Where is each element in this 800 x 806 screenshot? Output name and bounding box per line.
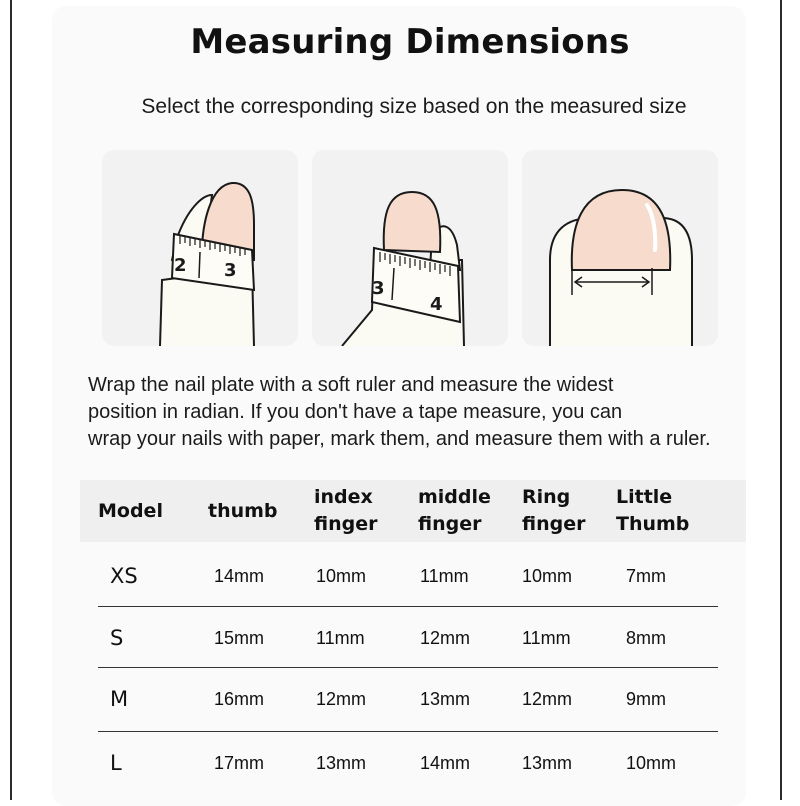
header-model: Model [98,500,163,522]
header-thumb: thumb [208,500,278,522]
cell-thumb: 15mm [214,628,265,648]
cell-thumb: 14mm [214,566,265,586]
page-title: Measuring Dimensions [190,22,630,62]
cell-ring: 12mm [522,689,573,709]
cell-model: S [110,626,124,650]
cell-middle: 12mm [420,628,471,648]
nail-width-illustration [522,150,718,346]
instructions-line-1: Wrap the nail plate with a soft ruler and measure the widest [88,374,614,396]
cell-index: 13mm [316,753,367,773]
page-subtitle: Select the corresponding size based on the measured size [141,95,687,118]
table-row [80,608,746,668]
cell-ring: 11mm [522,628,571,648]
index-ruler-illustration [312,150,508,346]
cell-model: L [110,751,122,775]
ruler-number-4: 4 [430,294,443,315]
cell-index: 12mm [316,689,367,709]
cell-ring: 13mm [522,753,573,773]
cell-middle: 13mm [420,689,471,709]
thumb-ruler-illustration [102,150,298,346]
instructions-line-3: wrap your nails with paper, mark them, and measure them with a ruler. [88,428,711,450]
header-middle-finger: middle finger [418,486,491,535]
size-table-header [80,480,746,542]
cell-model: M [110,687,129,711]
table-row [80,669,746,729]
row-divider [98,606,718,607]
cell-little: 10mm [626,753,677,773]
cell-ring: 10mm [522,566,573,586]
cell-little: 7mm [626,566,666,586]
cell-index: 10mm [316,566,367,586]
ruler-number-3: 3 [372,278,385,299]
ruler-number-2: 2 [174,255,187,276]
cell-little: 8mm [626,628,666,648]
table-row [80,733,746,793]
measurement-instructions [88,372,778,453]
row-divider [98,731,718,732]
cell-little: 9mm [626,689,666,709]
header-little-thumb: Little Thumb [616,486,690,535]
cell-index: 11mm [316,628,365,648]
cell-thumb: 16mm [214,689,265,709]
header-index-finger: index finger [314,486,378,535]
cell-thumb: 17mm [214,753,265,773]
table-row [80,546,746,606]
row-divider [98,667,718,668]
right-frame-edge [780,0,800,800]
cell-model: XS [110,564,138,588]
ruler-number-3: 3 [224,260,237,281]
left-frame-edge [0,0,12,800]
cell-middle: 14mm [420,753,471,773]
cell-middle: 11mm [420,566,469,586]
header-ring-finger: Ring finger [522,486,586,535]
instructions-line-2: position in radian. If you don't have a tape measure, you can [88,401,623,423]
